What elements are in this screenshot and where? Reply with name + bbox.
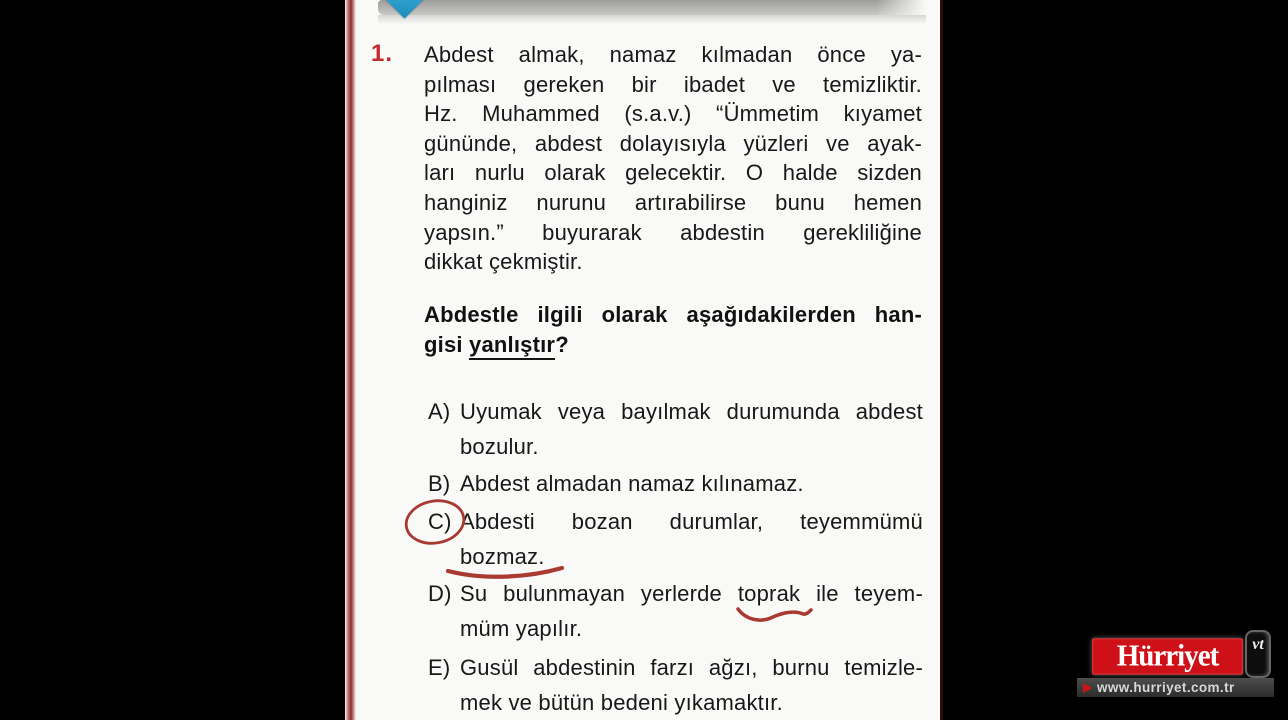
option-text [460,650,923,720]
paragraph-line: ları nurlu olarak gelecektir. O halde sizden [424,160,922,186]
stem-text: gisi [424,332,470,357]
paragraph-line: hanginiz nurunu artırabilirse bunu hemen [424,189,922,215]
option-text-line: mek ve bütün bedeni yıkamaktır. [460,690,783,715]
option-text-line: Gusül abdestinin farzı ağzı, burnu temizle- [460,655,923,680]
question-paragraph [424,40,922,277]
option-text-line: Abdesti bozan durumlar, teyemmümü [460,509,923,534]
option-text [460,576,923,646]
paragraph-line: dikkat çekmiştir. [424,249,583,275]
option-text-line: bozulur. [460,434,539,459]
option-text-line: müm yapılır. [460,616,583,641]
stem-line [424,330,922,360]
option-text [460,504,923,574]
hurriyet-url-bar [1077,678,1274,697]
underlined-keyword: yanlıştır [469,332,555,360]
hurriyet-tv-badge: vt [1245,630,1271,678]
hurriyet-logo: Hürriyet [1092,638,1243,674]
textbook-page [345,0,943,720]
page-left-red-edge [345,0,356,720]
stem-text: ? [555,332,569,357]
paragraph-line: yapsın.” buyurarak abdestin gerekliliğine [424,219,922,245]
option-letter: B) [428,471,451,496]
option-row-c [428,504,923,574]
option-letter: E) [428,655,451,680]
page-header-bar [378,0,926,15]
option-text-line: Su bulunmayan yerlerde toprak ile teyem- [460,581,923,606]
paragraph-line: gününde, abdest dolayısıyla yüzleri ve ayak- [424,130,922,156]
hurriyet-url: www.hurriyet.com.tr [1097,680,1235,695]
option-letter: D) [428,581,452,606]
option-row-a [428,394,923,464]
question-number: 1. [371,40,394,67]
stem-line: Abdestle ilgili olarak aşağıdakilerden han- [424,302,922,327]
option-text [460,466,923,501]
header-bar-shadow [378,15,926,24]
option-row-d [428,576,923,646]
option-text-line: Uyumak veya bayılmak durumunda abdest [460,399,923,424]
option-text-line: Abdest almadan namaz kılınamaz. [460,471,804,496]
header-bar-fade [876,0,926,15]
option-row-e [428,650,923,720]
option-text-line: bozmaz. [460,544,545,569]
option-row-b [428,466,923,501]
question-stem [424,300,922,360]
option-text [460,394,923,464]
paragraph-line: Abdest almak, namaz kılmadan önce ya- [424,42,922,67]
paragraph-line: Hz. Muhammed (s.a.v.) “Ümmetim kıyamet [424,101,922,127]
option-letter: A) [428,399,451,424]
option-letter: C) [428,509,452,534]
paragraph-line: pılması gereken bir ibadet ve temizliktir. [424,71,922,97]
play-icon [1083,683,1092,693]
